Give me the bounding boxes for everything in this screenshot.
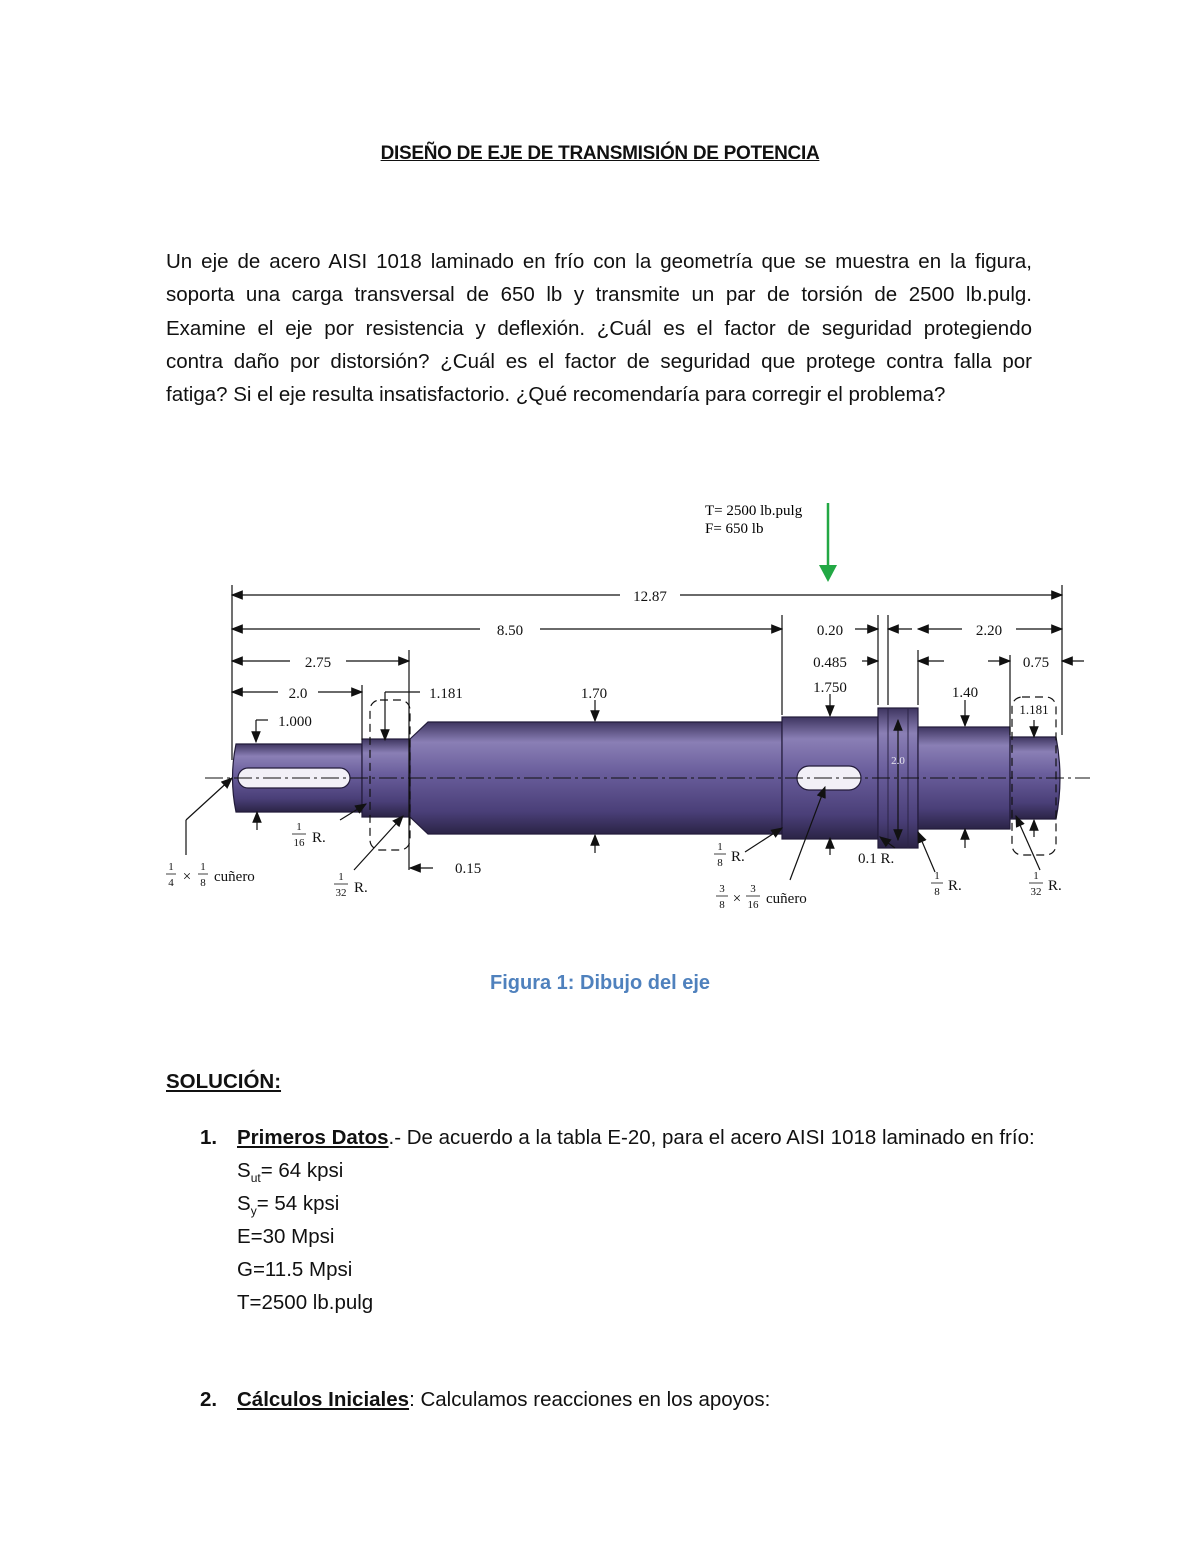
svg-text:×: × — [182, 869, 192, 885]
svg-text:×: × — [732, 891, 742, 907]
load-arrow-head-icon — [819, 565, 837, 582]
keyway-small-label — [166, 861, 255, 889]
dim-170: 1.70 — [580, 686, 608, 702]
svg-text:1: 1 — [1033, 870, 1039, 882]
svg-text:3: 3 — [750, 883, 756, 895]
dim-220: 2.20 — [975, 623, 1003, 639]
svg-text:8: 8 — [200, 877, 206, 889]
svg-text:1: 1 — [934, 870, 940, 882]
value-t: T=2500 lb.pulg — [237, 1291, 374, 1314]
svg-text:4: 4 — [168, 877, 174, 889]
item-number: 1. — [200, 1126, 218, 1149]
item-text: : Calculamos reacciones en los apoyos: — [409, 1388, 771, 1411]
dim-0485: 0.485 — [813, 655, 847, 671]
value-sut: $S_{ut}= 64$ kpsi — [237, 1159, 344, 1186]
item-heading: Cálculos Iniciales — [237, 1388, 410, 1411]
dim-275: 2.75 — [304, 655, 332, 671]
value-sy: $S_y= 54$ kpsi — [237, 1192, 340, 1219]
svg-text:16: 16 — [293, 837, 305, 849]
shaft-drawing — [160, 485, 1100, 915]
radius-1-8-middle — [714, 841, 745, 869]
dim-075: 0.75 — [1022, 655, 1050, 671]
radius-1-8-right — [931, 870, 962, 898]
dim-850: 8.50 — [496, 623, 524, 639]
svg-text:R.: R. — [731, 849, 745, 865]
load-torque-label: T= 2500 lb.pulg — [705, 503, 803, 519]
load-force-label: F= 650 lb — [705, 521, 764, 537]
svg-text:1: 1 — [296, 821, 302, 833]
svg-text:1: 1 — [338, 871, 344, 883]
problem-statement — [166, 245, 1032, 411]
problem-line: Examine el eje por resistencia y deflexión. ¿Cuál es el factor de seguridad protegiendo — [166, 316, 1032, 340]
svg-text:1: 1 — [717, 841, 723, 853]
item-heading: Primeros Datos — [237, 1126, 389, 1149]
dim-1750: 1.750 — [813, 680, 847, 696]
svg-text:R.: R. — [354, 880, 368, 896]
svg-text:R.: R. — [948, 878, 962, 894]
svg-text:8: 8 — [717, 857, 723, 869]
svg-text:32: 32 — [1030, 886, 1042, 898]
dim-total: 12.87 — [633, 589, 667, 605]
item-number: 2. — [200, 1388, 218, 1411]
svg-text:R.: R. — [1048, 878, 1062, 894]
radius-1-32-left — [334, 871, 368, 899]
value-e: E=30 Mpsi — [237, 1225, 335, 1248]
svg-text:1: 1 — [200, 861, 206, 873]
value-g: G=11.5 Mpsi — [237, 1258, 353, 1281]
svg-text:cuñero: cuñero — [214, 869, 255, 885]
item-text: .- De acuerdo a la tabla E-20, para el acero AISI 1018 laminado en frío: — [388, 1126, 1035, 1149]
solution-item-2 — [200, 1383, 1040, 1416]
figure-caption: Figura 1: Dibujo del eje — [489, 972, 711, 994]
dim-020: 0.20 — [816, 623, 844, 639]
problem-line: Un eje de acero AISI 1018 laminado en frío con la geometría que se muestra en la figura, — [166, 250, 1032, 273]
svg-text:cuñero: cuñero — [766, 891, 807, 907]
svg-text:3: 3 — [719, 883, 725, 895]
radius-1-32-right — [1029, 870, 1062, 898]
dim-015: 0.15 — [455, 861, 482, 877]
problem-line: soporta una carga transversal de 650 lb y transmite un par de torsión de 2500 lb.pulg. — [166, 283, 1032, 307]
document-title: DISEÑO DE EJE DE TRANSMISIÓN DE POTENCIA — [380, 143, 820, 164]
svg-text:8: 8 — [719, 899, 725, 911]
dim-140: 1.40 — [951, 685, 979, 701]
svg-text:32: 32 — [335, 887, 347, 899]
svg-text:R.: R. — [312, 830, 326, 846]
keyway-large-label — [716, 883, 807, 911]
solution-heading: SOLUCIÓN: — [166, 1070, 282, 1093]
svg-text:16: 16 — [747, 899, 759, 911]
dim-r01: 0.1 R. — [858, 851, 895, 867]
solution-item-1 — [200, 1121, 1040, 1319]
shaft-body — [205, 708, 1090, 848]
svg-text:1: 1 — [168, 861, 174, 873]
radius-1-16 — [292, 821, 326, 849]
dim-1000: 1.000 — [278, 714, 312, 730]
problem-line: contra daño por distorsión? ¿Cuál es el factor de seguridad que protege contra falla por — [166, 349, 1032, 373]
dim-1181-left: 1.181 — [429, 686, 463, 702]
dim-20: 2.0 — [288, 686, 308, 702]
dim-collar: 2.0 — [891, 755, 905, 767]
problem-line: fatiga? Si el eje resulta insatisfactorio. ¿Qué recomendaría para corregir el problema? — [166, 383, 946, 407]
svg-text:8: 8 — [934, 886, 940, 898]
dim-1181-right: 1.181 — [1019, 702, 1049, 717]
